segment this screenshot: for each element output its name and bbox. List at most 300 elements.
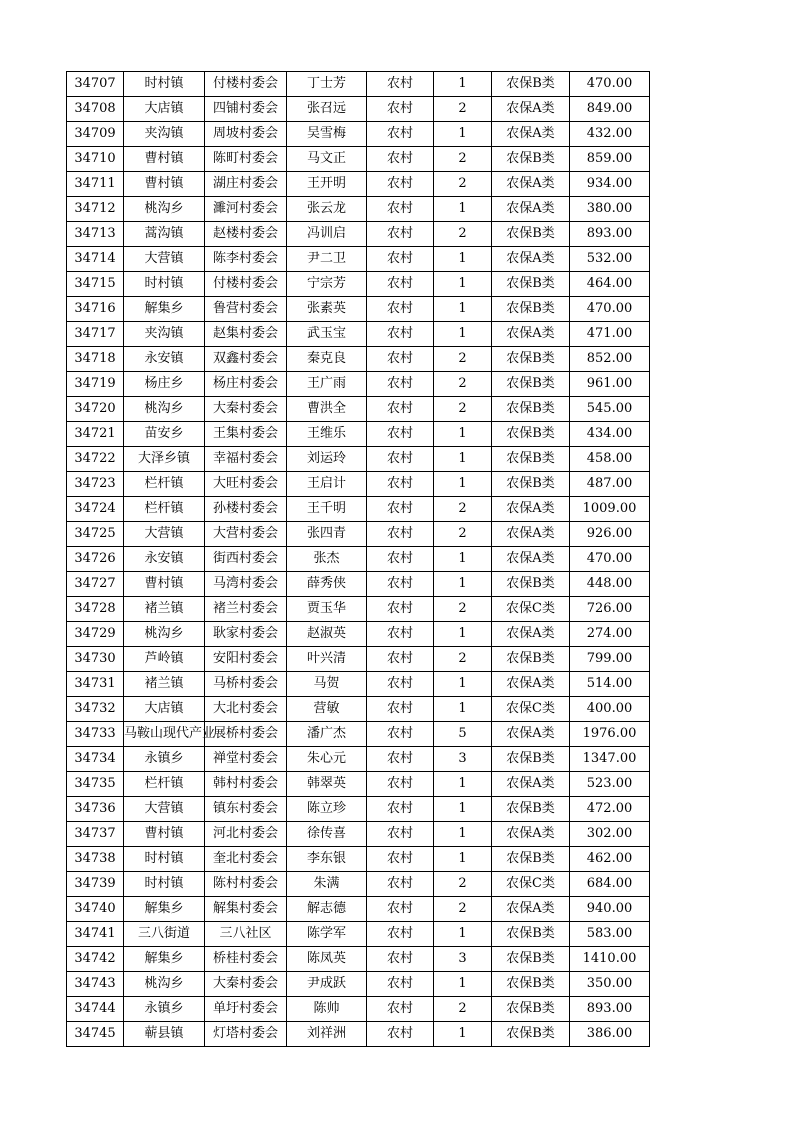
amount-cell: 532.00 bbox=[570, 247, 650, 272]
amount-cell: 583.00 bbox=[570, 922, 650, 947]
type-cell: 农村 bbox=[367, 572, 434, 597]
count-cell: 1 bbox=[434, 772, 492, 797]
category-cell: 农保A类 bbox=[492, 497, 570, 522]
name-cell: 叶兴清 bbox=[287, 647, 367, 672]
id-cell: 34712 bbox=[67, 197, 124, 222]
category-cell: 农保B类 bbox=[492, 747, 570, 772]
table-row bbox=[67, 422, 650, 447]
town-cell: 三八街道 bbox=[124, 922, 205, 947]
type-cell: 农村 bbox=[367, 597, 434, 622]
town-cell: 桃沟乡 bbox=[124, 972, 205, 997]
count-cell: 1 bbox=[434, 1022, 492, 1047]
name-cell: 张杰 bbox=[287, 547, 367, 572]
type-cell: 农村 bbox=[367, 622, 434, 647]
amount-cell: 684.00 bbox=[570, 872, 650, 897]
id-cell: 34738 bbox=[67, 847, 124, 872]
count-cell: 1 bbox=[434, 272, 492, 297]
type-cell: 农村 bbox=[367, 522, 434, 547]
type-cell: 农村 bbox=[367, 472, 434, 497]
count-cell: 1 bbox=[434, 847, 492, 872]
category-cell: 农保B类 bbox=[492, 947, 570, 972]
count-cell: 1 bbox=[434, 697, 492, 722]
name-cell: 营敏 bbox=[287, 697, 367, 722]
amount-cell: 471.00 bbox=[570, 322, 650, 347]
type-cell: 农村 bbox=[367, 747, 434, 772]
category-cell: 农保C类 bbox=[492, 697, 570, 722]
id-cell: 34733 bbox=[67, 722, 124, 747]
category-cell: 农保B类 bbox=[492, 1022, 570, 1047]
table-row bbox=[67, 472, 650, 497]
table-row bbox=[67, 247, 650, 272]
table-row bbox=[67, 597, 650, 622]
town-cell: 大店镇 bbox=[124, 97, 205, 122]
town-cell: 褚兰镇 bbox=[124, 597, 205, 622]
town-cell: 解集乡 bbox=[124, 947, 205, 972]
id-cell: 34719 bbox=[67, 372, 124, 397]
town-cell: 大店镇 bbox=[124, 697, 205, 722]
count-cell: 5 bbox=[434, 722, 492, 747]
table-row bbox=[67, 697, 650, 722]
count-cell: 1 bbox=[434, 972, 492, 997]
village-cell: 大北村委会 bbox=[205, 697, 287, 722]
table-row bbox=[67, 97, 650, 122]
count-cell: 1 bbox=[434, 822, 492, 847]
name-cell: 张四青 bbox=[287, 522, 367, 547]
id-cell: 34737 bbox=[67, 822, 124, 847]
town-cell: 解集乡 bbox=[124, 297, 205, 322]
amount-cell: 514.00 bbox=[570, 672, 650, 697]
id-cell: 34711 bbox=[67, 172, 124, 197]
count-cell: 2 bbox=[434, 147, 492, 172]
village-cell: 湖庄村委会 bbox=[205, 172, 287, 197]
type-cell: 农村 bbox=[367, 372, 434, 397]
type-cell: 农村 bbox=[367, 72, 434, 97]
count-cell: 3 bbox=[434, 747, 492, 772]
table-row bbox=[67, 797, 650, 822]
village-cell: 双鑫村委会 bbox=[205, 347, 287, 372]
category-cell: 农保B类 bbox=[492, 222, 570, 247]
id-cell: 34709 bbox=[67, 122, 124, 147]
category-cell: 农保C类 bbox=[492, 872, 570, 897]
count-cell: 2 bbox=[434, 897, 492, 922]
count-cell: 1 bbox=[434, 572, 492, 597]
category-cell: 农保A类 bbox=[492, 522, 570, 547]
id-cell: 34734 bbox=[67, 747, 124, 772]
table-row bbox=[67, 847, 650, 872]
type-cell: 农村 bbox=[367, 347, 434, 372]
town-cell: 永安镇 bbox=[124, 347, 205, 372]
town-cell: 桃沟乡 bbox=[124, 197, 205, 222]
amount-cell: 302.00 bbox=[570, 822, 650, 847]
village-cell: 王集村委会 bbox=[205, 422, 287, 447]
town-cell: 大营镇 bbox=[124, 522, 205, 547]
type-cell: 农村 bbox=[367, 172, 434, 197]
village-cell: 鲁营村委会 bbox=[205, 297, 287, 322]
table-row bbox=[67, 272, 650, 297]
table-row bbox=[67, 72, 650, 97]
count-cell: 2 bbox=[434, 97, 492, 122]
amount-cell: 380.00 bbox=[570, 197, 650, 222]
village-cell: 陈町村委会 bbox=[205, 147, 287, 172]
category-cell: 农保A类 bbox=[492, 172, 570, 197]
id-cell: 34725 bbox=[67, 522, 124, 547]
town-cell: 曹村镇 bbox=[124, 147, 205, 172]
table-row bbox=[67, 347, 650, 372]
amount-cell: 350.00 bbox=[570, 972, 650, 997]
town-cell: 时村镇 bbox=[124, 872, 205, 897]
name-cell: 陈立珍 bbox=[287, 797, 367, 822]
town-cell: 栏杆镇 bbox=[124, 472, 205, 497]
count-cell: 1 bbox=[434, 547, 492, 572]
category-cell: 农保B类 bbox=[492, 347, 570, 372]
town-cell: 栏杆镇 bbox=[124, 497, 205, 522]
category-cell: 农保B类 bbox=[492, 272, 570, 297]
id-cell: 34717 bbox=[67, 322, 124, 347]
type-cell: 农村 bbox=[367, 947, 434, 972]
table-row bbox=[67, 947, 650, 972]
amount-cell: 470.00 bbox=[570, 297, 650, 322]
town-cell: 永镇乡 bbox=[124, 997, 205, 1022]
village-cell: 幸福村委会 bbox=[205, 447, 287, 472]
table-row bbox=[67, 972, 650, 997]
name-cell: 韩翠英 bbox=[287, 772, 367, 797]
town-cell: 时村镇 bbox=[124, 72, 205, 97]
id-cell: 34730 bbox=[67, 647, 124, 672]
count-cell: 2 bbox=[434, 222, 492, 247]
name-cell: 王维乐 bbox=[287, 422, 367, 447]
type-cell: 农村 bbox=[367, 722, 434, 747]
id-cell: 34739 bbox=[67, 872, 124, 897]
village-cell: 灯塔村委会 bbox=[205, 1022, 287, 1047]
amount-cell: 545.00 bbox=[570, 397, 650, 422]
amount-cell: 472.00 bbox=[570, 797, 650, 822]
village-cell: 陈李村委会 bbox=[205, 247, 287, 272]
category-cell: 农保B类 bbox=[492, 797, 570, 822]
count-cell: 2 bbox=[434, 172, 492, 197]
name-cell: 马文正 bbox=[287, 147, 367, 172]
count-cell: 2 bbox=[434, 497, 492, 522]
name-cell: 丁士芳 bbox=[287, 72, 367, 97]
name-cell: 张云龙 bbox=[287, 197, 367, 222]
id-cell: 34723 bbox=[67, 472, 124, 497]
name-cell: 曹洪全 bbox=[287, 397, 367, 422]
town-cell: 时村镇 bbox=[124, 847, 205, 872]
village-cell: 单圩村委会 bbox=[205, 997, 287, 1022]
count-cell: 1 bbox=[434, 422, 492, 447]
amount-cell: 852.00 bbox=[570, 347, 650, 372]
amount-cell: 799.00 bbox=[570, 647, 650, 672]
name-cell: 宁宗芳 bbox=[287, 272, 367, 297]
id-cell: 34721 bbox=[67, 422, 124, 447]
amount-cell: 1410.00 bbox=[570, 947, 650, 972]
count-cell: 1 bbox=[434, 247, 492, 272]
category-cell: 农保A类 bbox=[492, 772, 570, 797]
count-cell: 2 bbox=[434, 997, 492, 1022]
category-cell: 农保A类 bbox=[492, 622, 570, 647]
type-cell: 农村 bbox=[367, 822, 434, 847]
amount-cell: 434.00 bbox=[570, 422, 650, 447]
name-cell: 冯训启 bbox=[287, 222, 367, 247]
name-cell: 武玉宝 bbox=[287, 322, 367, 347]
count-cell: 2 bbox=[434, 597, 492, 622]
village-cell: 四铺村委会 bbox=[205, 97, 287, 122]
id-cell: 34724 bbox=[67, 497, 124, 522]
id-cell: 34722 bbox=[67, 447, 124, 472]
town-cell: 蕲县镇 bbox=[124, 1022, 205, 1047]
village-cell: 河北村委会 bbox=[205, 822, 287, 847]
name-cell: 薛秀侠 bbox=[287, 572, 367, 597]
type-cell: 农村 bbox=[367, 222, 434, 247]
town-cell: 永安镇 bbox=[124, 547, 205, 572]
type-cell: 农村 bbox=[367, 872, 434, 897]
table-row bbox=[67, 747, 650, 772]
category-cell: 农保A类 bbox=[492, 97, 570, 122]
village-cell: 桥桂村委会 bbox=[205, 947, 287, 972]
table-row bbox=[67, 147, 650, 172]
town-cell: 桃沟乡 bbox=[124, 397, 205, 422]
village-cell: 付楼村委会 bbox=[205, 72, 287, 97]
amount-cell: 386.00 bbox=[570, 1022, 650, 1047]
village-cell: 陈村村委会 bbox=[205, 872, 287, 897]
count-cell: 2 bbox=[434, 397, 492, 422]
village-cell: 大秦村委会 bbox=[205, 397, 287, 422]
table-row bbox=[67, 322, 650, 347]
name-cell: 王开明 bbox=[287, 172, 367, 197]
name-cell: 张召远 bbox=[287, 97, 367, 122]
town-cell: 曹村镇 bbox=[124, 572, 205, 597]
table-row bbox=[67, 872, 650, 897]
type-cell: 农村 bbox=[367, 272, 434, 297]
type-cell: 农村 bbox=[367, 697, 434, 722]
category-cell: 农保A类 bbox=[492, 122, 570, 147]
village-cell: 三八社区 bbox=[205, 922, 287, 947]
type-cell: 农村 bbox=[367, 647, 434, 672]
category-cell: 农保A类 bbox=[492, 322, 570, 347]
name-cell: 吴雪梅 bbox=[287, 122, 367, 147]
town-cell: 曹村镇 bbox=[124, 822, 205, 847]
village-cell: 安阳村委会 bbox=[205, 647, 287, 672]
village-cell: 马桥村委会 bbox=[205, 672, 287, 697]
amount-cell: 462.00 bbox=[570, 847, 650, 872]
type-cell: 农村 bbox=[367, 447, 434, 472]
amount-cell: 893.00 bbox=[570, 997, 650, 1022]
type-cell: 农村 bbox=[367, 972, 434, 997]
table-row bbox=[67, 647, 650, 672]
table-row bbox=[67, 622, 650, 647]
table-row bbox=[67, 897, 650, 922]
type-cell: 农村 bbox=[367, 147, 434, 172]
category-cell: 农保A类 bbox=[492, 822, 570, 847]
village-cell: 解集村委会 bbox=[205, 897, 287, 922]
id-cell: 34726 bbox=[67, 547, 124, 572]
town-cell: 大营镇 bbox=[124, 247, 205, 272]
id-cell: 34740 bbox=[67, 897, 124, 922]
village-cell: 赵集村委会 bbox=[205, 322, 287, 347]
type-cell: 农村 bbox=[367, 497, 434, 522]
type-cell: 农村 bbox=[367, 122, 434, 147]
table-row bbox=[67, 997, 650, 1022]
type-cell: 农村 bbox=[367, 772, 434, 797]
village-cell: 街西村委会 bbox=[205, 547, 287, 572]
village-cell: 杨庄村委会 bbox=[205, 372, 287, 397]
count-cell: 1 bbox=[434, 72, 492, 97]
category-cell: 农保A类 bbox=[492, 197, 570, 222]
amount-cell: 448.00 bbox=[570, 572, 650, 597]
town-cell: 曹村镇 bbox=[124, 172, 205, 197]
id-cell: 34729 bbox=[67, 622, 124, 647]
category-cell: 农保B类 bbox=[492, 422, 570, 447]
town-cell: 桃沟乡 bbox=[124, 622, 205, 647]
town-cell: 夹沟镇 bbox=[124, 322, 205, 347]
category-cell: 农保A类 bbox=[492, 722, 570, 747]
name-cell: 朱心元 bbox=[287, 747, 367, 772]
id-cell: 34743 bbox=[67, 972, 124, 997]
type-cell: 农村 bbox=[367, 297, 434, 322]
name-cell: 王千明 bbox=[287, 497, 367, 522]
amount-cell: 893.00 bbox=[570, 222, 650, 247]
id-cell: 34736 bbox=[67, 797, 124, 822]
town-cell: 时村镇 bbox=[124, 272, 205, 297]
id-cell: 34716 bbox=[67, 297, 124, 322]
town-cell: 栏杆镇 bbox=[124, 772, 205, 797]
table-row bbox=[67, 722, 650, 747]
type-cell: 农村 bbox=[367, 797, 434, 822]
category-cell: 农保B类 bbox=[492, 72, 570, 97]
type-cell: 农村 bbox=[367, 672, 434, 697]
name-cell: 解志德 bbox=[287, 897, 367, 922]
category-cell: 农保B类 bbox=[492, 572, 570, 597]
name-cell: 刘运玲 bbox=[287, 447, 367, 472]
table-row bbox=[67, 522, 650, 547]
name-cell: 潘广杰 bbox=[287, 722, 367, 747]
amount-cell: 1976.00 bbox=[570, 722, 650, 747]
amount-cell: 274.00 bbox=[570, 622, 650, 647]
amount-cell: 940.00 bbox=[570, 897, 650, 922]
id-cell: 34742 bbox=[67, 947, 124, 972]
town-cell: 苗安乡 bbox=[124, 422, 205, 447]
table-row bbox=[67, 1022, 650, 1047]
amount-cell: 464.00 bbox=[570, 272, 650, 297]
table-row bbox=[67, 672, 650, 697]
town-cell: 马鞍山现代产业 bbox=[124, 722, 205, 747]
type-cell: 农村 bbox=[367, 197, 434, 222]
amount-cell: 458.00 bbox=[570, 447, 650, 472]
count-cell: 2 bbox=[434, 372, 492, 397]
village-cell: 奎北村委会 bbox=[205, 847, 287, 872]
id-cell: 34715 bbox=[67, 272, 124, 297]
count-cell: 1 bbox=[434, 122, 492, 147]
amount-cell: 470.00 bbox=[570, 547, 650, 572]
category-cell: 农保B类 bbox=[492, 847, 570, 872]
count-cell: 1 bbox=[434, 472, 492, 497]
amount-cell: 961.00 bbox=[570, 372, 650, 397]
amount-cell: 926.00 bbox=[570, 522, 650, 547]
table-row bbox=[67, 197, 650, 222]
town-cell: 芦岭镇 bbox=[124, 647, 205, 672]
count-cell: 1 bbox=[434, 297, 492, 322]
category-cell: 农保B类 bbox=[492, 297, 570, 322]
id-cell: 34727 bbox=[67, 572, 124, 597]
count-cell: 1 bbox=[434, 322, 492, 347]
count-cell: 2 bbox=[434, 522, 492, 547]
table-row bbox=[67, 547, 650, 572]
id-cell: 34714 bbox=[67, 247, 124, 272]
name-cell: 李东银 bbox=[287, 847, 367, 872]
name-cell: 陈帅 bbox=[287, 997, 367, 1022]
name-cell: 秦克良 bbox=[287, 347, 367, 372]
town-cell: 大泽乡镇 bbox=[124, 447, 205, 472]
id-cell: 34745 bbox=[67, 1022, 124, 1047]
name-cell: 马贺 bbox=[287, 672, 367, 697]
table-row bbox=[67, 572, 650, 597]
name-cell: 朱满 bbox=[287, 872, 367, 897]
id-cell: 34731 bbox=[67, 672, 124, 697]
amount-cell: 934.00 bbox=[570, 172, 650, 197]
name-cell: 陈学军 bbox=[287, 922, 367, 947]
name-cell: 张素英 bbox=[287, 297, 367, 322]
count-cell: 1 bbox=[434, 797, 492, 822]
category-cell: 农保B类 bbox=[492, 972, 570, 997]
table-row bbox=[67, 297, 650, 322]
village-cell: 孙楼村委会 bbox=[205, 497, 287, 522]
count-cell: 1 bbox=[434, 447, 492, 472]
category-cell: 农保A类 bbox=[492, 547, 570, 572]
village-cell: 赵楼村委会 bbox=[205, 222, 287, 247]
type-cell: 农村 bbox=[367, 547, 434, 572]
name-cell: 赵淑英 bbox=[287, 622, 367, 647]
amount-cell: 432.00 bbox=[570, 122, 650, 147]
category-cell: 农保B类 bbox=[492, 647, 570, 672]
category-cell: 农保B类 bbox=[492, 147, 570, 172]
id-cell: 34707 bbox=[67, 72, 124, 97]
count-cell: 2 bbox=[434, 647, 492, 672]
count-cell: 3 bbox=[434, 947, 492, 972]
roster-body bbox=[67, 72, 650, 1047]
town-cell: 解集乡 bbox=[124, 897, 205, 922]
village-cell: 展桥村委会 bbox=[205, 722, 287, 747]
id-cell: 34741 bbox=[67, 922, 124, 947]
village-cell: 耿家村委会 bbox=[205, 622, 287, 647]
village-cell: 褚兰村委会 bbox=[205, 597, 287, 622]
table-row bbox=[67, 497, 650, 522]
type-cell: 农村 bbox=[367, 247, 434, 272]
category-cell: 农保A类 bbox=[492, 672, 570, 697]
category-cell: 农保B类 bbox=[492, 997, 570, 1022]
amount-cell: 400.00 bbox=[570, 697, 650, 722]
name-cell: 王启计 bbox=[287, 472, 367, 497]
village-cell: 濉河村委会 bbox=[205, 197, 287, 222]
table-row bbox=[67, 222, 650, 247]
amount-cell: 1009.00 bbox=[570, 497, 650, 522]
count-cell: 1 bbox=[434, 197, 492, 222]
id-cell: 34732 bbox=[67, 697, 124, 722]
table-row bbox=[67, 172, 650, 197]
table-row bbox=[67, 922, 650, 947]
town-cell: 褚兰镇 bbox=[124, 672, 205, 697]
amount-cell: 726.00 bbox=[570, 597, 650, 622]
category-cell: 农保A类 bbox=[492, 247, 570, 272]
name-cell: 尹成跃 bbox=[287, 972, 367, 997]
town-cell: 杨庄乡 bbox=[124, 372, 205, 397]
table-row bbox=[67, 447, 650, 472]
category-cell: 农保B类 bbox=[492, 922, 570, 947]
type-cell: 农村 bbox=[367, 422, 434, 447]
table-row bbox=[67, 122, 650, 147]
id-cell: 34713 bbox=[67, 222, 124, 247]
amount-cell: 1347.00 bbox=[570, 747, 650, 772]
category-cell: 农保B类 bbox=[492, 372, 570, 397]
type-cell: 农村 bbox=[367, 847, 434, 872]
